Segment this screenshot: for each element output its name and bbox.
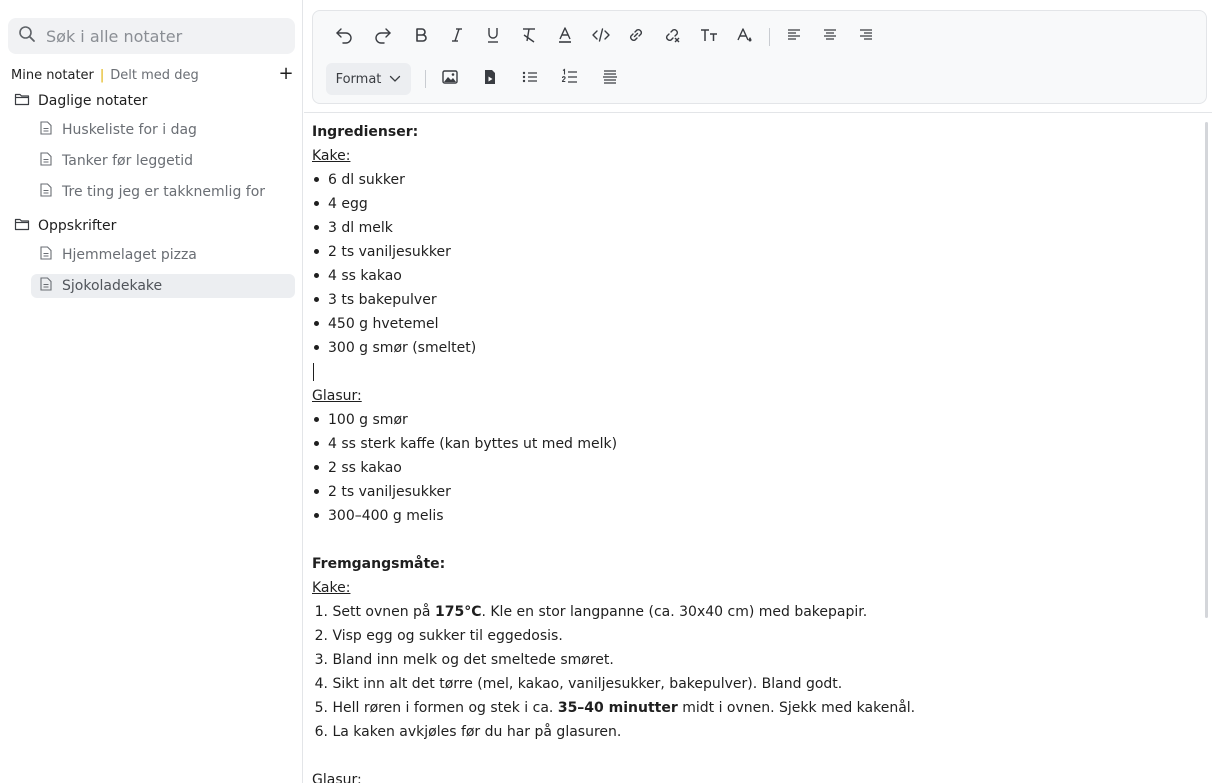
list-item: 3 dl melk	[314, 216, 393, 240]
document-icon	[40, 246, 62, 264]
bullet-list-icon	[520, 67, 540, 91]
toolbar-divider	[769, 28, 770, 46]
folder-icon	[14, 217, 38, 235]
list-item: 2 ss kakao	[314, 456, 402, 480]
italic-icon	[447, 25, 467, 49]
document-icon	[40, 277, 62, 295]
step-emphasis: 35–40 minutter	[557, 700, 678, 716]
chevron-down-icon	[381, 72, 401, 87]
align-center-icon	[820, 25, 840, 49]
step-number: 5.	[314, 700, 328, 716]
unlink-icon	[662, 25, 682, 49]
method-cake-subheading: Kake:	[312, 580, 351, 596]
list-item: 6 dl sukker	[314, 168, 405, 192]
list-item: 300 g smør (smeltet)	[314, 336, 476, 360]
list-item: 4 ss sterk kaffe (kan byttes ut med melk)	[314, 432, 617, 456]
code-button[interactable]	[587, 23, 615, 51]
method-glaze-subheading: Glasur:	[312, 772, 362, 783]
note-label: Tre ting jeg er takknemlig for	[62, 184, 266, 200]
step-number: 2.	[314, 628, 328, 644]
folder-label: Oppskrifter	[38, 218, 117, 234]
sidebar	[0, 0, 303, 783]
document-icon	[40, 152, 62, 170]
horizontal-rule-button[interactable]	[596, 65, 624, 93]
tab-shared-with-me[interactable]: Delt med deg	[110, 67, 199, 83]
note-label: Tanker før leggetid	[62, 153, 193, 169]
insert-video-button[interactable]	[476, 65, 504, 93]
step-text: Bland inn melk og det smeltede smøret.	[332, 652, 614, 668]
step-number: 1.	[314, 604, 328, 620]
bullet-list-button[interactable]	[516, 65, 544, 93]
search-box[interactable]	[8, 18, 295, 54]
folder-oppskrifter[interactable]	[14, 213, 116, 239]
link-icon	[626, 25, 646, 49]
unlink-button[interactable]	[658, 23, 686, 51]
align-center-button[interactable]	[816, 23, 844, 51]
note-label: Huskeliste for i dag	[62, 122, 197, 138]
list-item: 4 ss kakao	[314, 264, 402, 288]
note-item[interactable]	[31, 243, 295, 267]
format-label: Format	[335, 71, 382, 87]
horizontal-rule-icon	[600, 67, 620, 91]
step-number: 3.	[314, 652, 328, 668]
redo-button[interactable]	[369, 23, 397, 51]
insert-image-button[interactable]	[436, 65, 464, 93]
align-right-button[interactable]	[852, 23, 880, 51]
undo-button[interactable]	[330, 23, 358, 51]
numbered-step	[314, 696, 915, 720]
clear-format-button[interactable]	[515, 23, 543, 51]
notes-scope-tabs	[11, 63, 295, 84]
step-text: La kaken avkjøles før du har på glasuren.	[332, 724, 622, 740]
align-left-icon	[784, 25, 804, 49]
numbered-step	[314, 720, 621, 744]
folder-daglige-notater[interactable]	[14, 88, 147, 114]
link-button[interactable]	[622, 23, 650, 51]
numbered-step	[314, 672, 842, 696]
align-left-button[interactable]	[780, 23, 808, 51]
underline-button[interactable]	[479, 23, 507, 51]
font-size-button[interactable]	[695, 23, 723, 51]
editor-scrollbar[interactable]	[1205, 122, 1208, 618]
numbered-step	[314, 624, 563, 648]
glaze-subheading: Glasur:	[312, 388, 362, 404]
method-heading: Fremgangsmåte:	[312, 556, 446, 572]
numbered-list-icon	[560, 67, 580, 91]
add-note-button[interactable]: +	[278, 63, 294, 84]
redo-icon	[373, 25, 393, 49]
folder-label: Daglige notater	[38, 93, 148, 109]
tab-separator: |	[99, 67, 105, 83]
list-item: 300–400 g melis	[314, 504, 444, 528]
bold-button[interactable]	[407, 23, 435, 51]
note-label: Sjokoladekake	[62, 278, 163, 294]
search-input[interactable]	[46, 27, 286, 46]
underline-icon	[483, 25, 503, 49]
list-item: 100 g smør	[314, 408, 408, 432]
toolbar-divider	[425, 70, 426, 88]
note-item[interactable]	[31, 118, 295, 142]
step-text: . Kle en stor langpanne (ca. 30x40 cm) med bakepapir.	[481, 604, 868, 620]
highlight-button[interactable]	[731, 23, 759, 51]
highlight-icon	[735, 25, 755, 49]
toolbar-bottom-divider	[304, 112, 1212, 113]
editor-toolbar	[312, 10, 1207, 104]
folder-icon	[14, 92, 38, 110]
document-icon	[40, 183, 62, 201]
note-item-selected[interactable]	[31, 274, 295, 298]
tab-my-notes[interactable]: Mine notater	[11, 67, 94, 83]
image-icon	[440, 67, 460, 91]
undo-icon	[334, 25, 354, 49]
cake-subheading: Kake:	[312, 148, 351, 164]
search-icon	[18, 25, 36, 47]
note-label: Hjemmelaget pizza	[62, 247, 197, 263]
note-item[interactable]	[31, 149, 295, 173]
step-text: Sett ovnen på	[332, 604, 435, 620]
list-item: 4 egg	[314, 192, 368, 216]
text-color-button[interactable]	[551, 23, 579, 51]
clear-format-icon	[519, 25, 539, 49]
format-dropdown[interactable]	[326, 63, 411, 95]
ingredients-heading: Ingredienser:	[312, 124, 419, 140]
align-right-icon	[856, 25, 876, 49]
step-number: 6.	[314, 724, 328, 740]
numbered-step	[314, 600, 867, 624]
list-item: 3 ts bakepulver	[314, 288, 437, 312]
text-cursor	[313, 363, 314, 381]
step-text: Hell røren i formen og stek i ca.	[332, 700, 558, 716]
list-item: 2 ts vaniljesukker	[314, 480, 451, 504]
step-emphasis: 175°C	[434, 604, 482, 620]
list-item: 2 ts vaniljesukker	[314, 240, 451, 264]
list-item: 450 g hvetemel	[314, 312, 439, 336]
numbered-list-button[interactable]	[556, 65, 584, 93]
font-size-icon	[699, 25, 719, 49]
step-text: Sikt inn alt det tørre (mel, kakao, vaniljesukker, bakepulver). Bland godt.	[332, 676, 843, 692]
bold-icon	[411, 25, 431, 49]
video-icon	[480, 67, 500, 91]
text-color-icon	[555, 25, 575, 49]
document-icon	[40, 121, 62, 139]
note-editor[interactable]	[312, 120, 1192, 783]
note-item[interactable]	[31, 180, 295, 204]
step-text: Visp egg og sukker til eggedosis.	[332, 628, 563, 644]
code-icon	[591, 25, 611, 49]
italic-button[interactable]	[443, 23, 471, 51]
step-text: midt i ovnen. Sjekk med kakenål.	[677, 700, 916, 716]
step-number: 4.	[314, 676, 328, 692]
numbered-step	[314, 648, 614, 672]
